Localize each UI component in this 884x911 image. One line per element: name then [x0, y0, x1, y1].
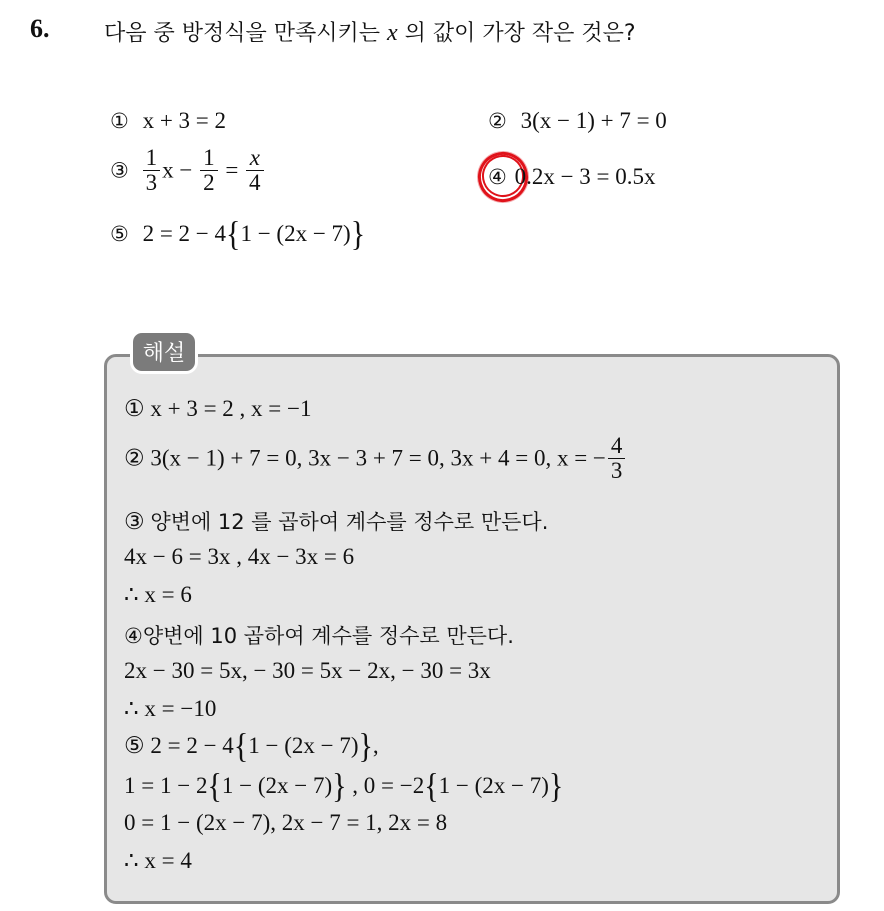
- option-5-left: 2 = 2 − 4: [142, 221, 227, 246]
- question-number: 6.: [30, 14, 50, 43]
- fraction-denominator: 2: [203, 170, 215, 196]
- solution-line-3: [124, 506, 548, 536]
- option-3-fraction-2: [200, 146, 218, 195]
- solution-line-4: 4x − 6 = 3x , 4x − 3x = 6: [124, 544, 355, 569]
- option-2[interactable]: [488, 108, 667, 134]
- question-text-after: 의 값이 가장 작은 것은?: [397, 21, 636, 46]
- solution-line-10: [124, 767, 564, 806]
- solution-line-7: 2x − 30 = 5x, − 30 = 5x − 2x, − 30 = 3x: [124, 658, 491, 683]
- fraction-numerator: x: [246, 146, 264, 171]
- left-brace: {: [233, 727, 249, 766]
- solution-line-3-text: 양변에 12 를 곱하여 계수를 정수로 만든다.: [150, 510, 549, 534]
- right-brace: }: [350, 215, 366, 254]
- solution-line-8: ∴ x = −10: [124, 696, 217, 721]
- solution-line-12: ∴ x = 4: [124, 848, 192, 873]
- option-2-marker: ②: [488, 109, 507, 133]
- solution-line-10-inner-1: 1 − (2x − 7): [221, 773, 333, 798]
- solution-line-10-inner-2: 1 − (2x − 7): [438, 773, 549, 798]
- option-3-middle: x −: [162, 157, 199, 183]
- left-brace: {: [424, 767, 439, 806]
- option-3-marker: ③: [110, 158, 129, 183]
- solution-line-5: ∴ x = 6: [124, 582, 192, 607]
- option-1-equation: x + 3 = 2: [142, 108, 227, 133]
- option-3-fraction-1: [143, 146, 161, 195]
- solution-line-3-marker: ③: [124, 509, 151, 534]
- fraction-denominator: 3: [610, 458, 623, 484]
- solution-line-2-text: ② 3(x − 1) + 7 = 0, 3x − 3 + 7 = 0, 3x + 4 = 0, x = −: [124, 445, 606, 471]
- solution-line-9-left: ⑤ 2 = 2 − 4: [124, 733, 234, 758]
- option-3-equals: =: [219, 157, 245, 183]
- option-1[interactable]: [110, 108, 226, 134]
- right-brace: }: [358, 727, 373, 766]
- option-4-equation: 0.2x − 3 = 0.5x: [514, 164, 656, 189]
- solution-line-6: ④양변에 10 곱하여 계수를 정수로 만든다.: [124, 624, 514, 648]
- solution-line-1: ① x + 3 = 2 , x = −1: [124, 396, 312, 421]
- solution-line-11: 0 = 1 − (2x − 7), 2x − 7 = 1, 2x = 8: [124, 810, 448, 835]
- option-4-marker: ④: [488, 165, 507, 189]
- right-brace: }: [332, 767, 347, 806]
- right-brace: }: [548, 767, 564, 806]
- question-text: [104, 16, 636, 47]
- fraction-numerator: 1: [143, 146, 161, 171]
- solution-line-10-mid: , 0 = −2: [346, 773, 425, 798]
- option-5-marker: ⑤: [110, 222, 129, 246]
- option-2-equation: 3(x − 1) + 7 = 0: [520, 108, 667, 133]
- fraction-numerator: 4: [608, 434, 626, 459]
- solution-line-9: [124, 727, 379, 766]
- left-brace: {: [226, 215, 241, 254]
- option-1-marker: ①: [110, 109, 129, 133]
- solution-line-10-left: 1 = 1 − 2: [124, 773, 208, 798]
- solution-line-9-inner: 1 − (2x − 7): [248, 733, 359, 758]
- question-variable: x: [387, 20, 398, 46]
- fraction-denominator: 4: [249, 170, 261, 196]
- solution-line-2-fraction: [608, 434, 626, 483]
- fraction-numerator: 1: [200, 146, 218, 171]
- option-3-fraction-3: [246, 146, 264, 195]
- fraction-denominator: 3: [145, 170, 158, 196]
- question-text-before: 다음 중 방정식을 만족시키는: [104, 21, 387, 46]
- option-3[interactable]: [110, 146, 266, 195]
- solution-line-2: [124, 434, 627, 483]
- solution-tag: 해설: [130, 330, 198, 374]
- option-4[interactable]: [488, 164, 656, 190]
- left-brace: {: [207, 767, 222, 806]
- option-5[interactable]: [110, 215, 366, 254]
- solution-line-9-end: ,: [372, 733, 379, 758]
- option-5-inner: 1 − (2x − 7): [240, 221, 351, 246]
